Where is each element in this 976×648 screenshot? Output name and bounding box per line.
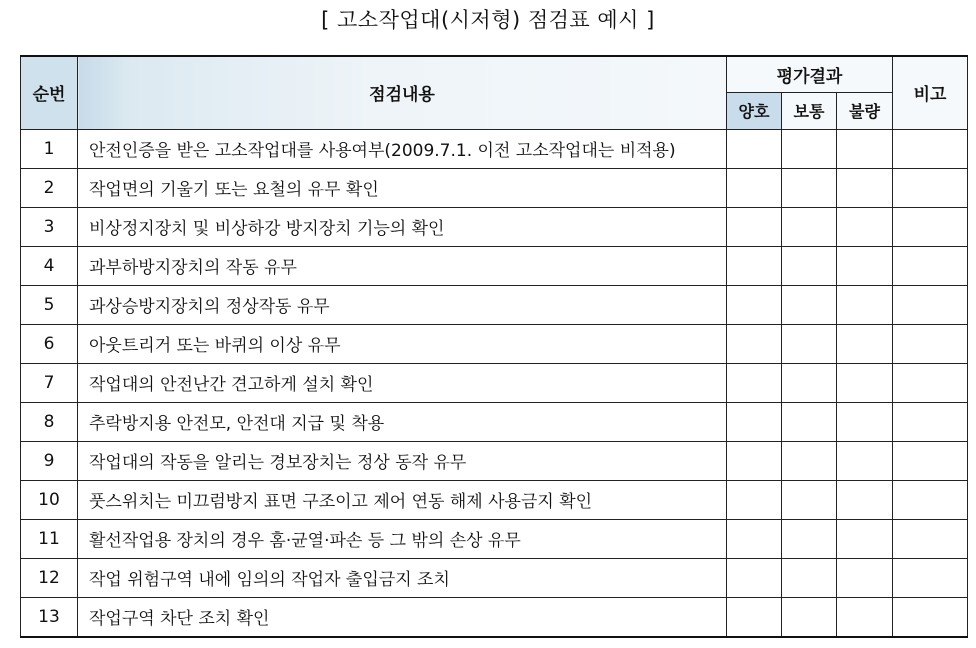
row-number: 9	[21, 441, 78, 480]
bad-checkbox-cell[interactable]	[837, 246, 893, 285]
normal-checkbox-cell[interactable]	[782, 285, 837, 324]
table-row	[21, 207, 968, 246]
row-number: 5	[21, 285, 78, 324]
good-checkbox-cell[interactable]	[727, 207, 782, 246]
table-row	[21, 480, 968, 519]
table-row	[21, 597, 968, 637]
bad-checkbox-cell[interactable]	[837, 402, 893, 441]
normal-checkbox-cell[interactable]	[782, 129, 837, 168]
normal-checkbox-cell[interactable]	[782, 519, 837, 558]
row-check-item: 풋스위치는 미끄럼방지 표면 구조이고 제어 연동 해제 사용금지 확인	[78, 480, 727, 519]
remarks-cell[interactable]	[893, 597, 968, 637]
bad-checkbox-cell[interactable]	[837, 558, 893, 597]
row-check-item: 작업대의 안전난간 견고하게 설치 확인	[78, 363, 727, 402]
row-number: 1	[21, 129, 78, 168]
row-number: 8	[21, 402, 78, 441]
remarks-cell[interactable]	[893, 441, 968, 480]
bad-checkbox-cell[interactable]	[837, 168, 893, 207]
row-check-item: 작업대의 작동을 알리는 경보장치는 정상 동작 유무	[78, 441, 727, 480]
remarks-cell[interactable]	[893, 363, 968, 402]
table-row	[21, 519, 968, 558]
remarks-cell[interactable]	[893, 168, 968, 207]
normal-checkbox-cell[interactable]	[782, 324, 837, 363]
row-number: 7	[21, 363, 78, 402]
good-checkbox-cell[interactable]	[727, 402, 782, 441]
normal-checkbox-cell[interactable]	[782, 597, 837, 637]
good-checkbox-cell[interactable]	[727, 480, 782, 519]
row-check-item: 안전인증을 받은 고소작업대를 사용여부(2009.7.1. 이전 고소작업대는 비적용)	[78, 129, 727, 168]
good-checkbox-cell[interactable]	[727, 558, 782, 597]
header-evaluation: 평가결과	[727, 56, 893, 92]
normal-checkbox-cell[interactable]	[782, 480, 837, 519]
row-number: 4	[21, 246, 78, 285]
remarks-cell[interactable]	[893, 324, 968, 363]
bad-checkbox-cell[interactable]	[837, 285, 893, 324]
header-remarks: 비고	[893, 56, 968, 129]
bad-checkbox-cell[interactable]	[837, 207, 893, 246]
normal-checkbox-cell[interactable]	[782, 402, 837, 441]
table-row	[21, 324, 968, 363]
table-row	[21, 441, 968, 480]
row-check-item: 작업 위험구역 내에 임의의 작업자 출입금지 조치	[78, 558, 727, 597]
table-row	[21, 363, 968, 402]
good-checkbox-cell[interactable]	[727, 441, 782, 480]
bad-checkbox-cell[interactable]	[837, 519, 893, 558]
remarks-cell[interactable]	[893, 519, 968, 558]
row-number: 10	[21, 480, 78, 519]
good-checkbox-cell[interactable]	[727, 324, 782, 363]
remarks-cell[interactable]	[893, 480, 968, 519]
remarks-cell[interactable]	[893, 285, 968, 324]
row-number: 3	[21, 207, 78, 246]
row-check-item: 아웃트리거 또는 바퀴의 이상 유무	[78, 324, 727, 363]
table-row	[21, 246, 968, 285]
normal-checkbox-cell[interactable]	[782, 558, 837, 597]
good-checkbox-cell[interactable]	[727, 168, 782, 207]
good-checkbox-cell[interactable]	[727, 246, 782, 285]
normal-checkbox-cell[interactable]	[782, 207, 837, 246]
good-checkbox-cell[interactable]	[727, 597, 782, 637]
row-check-item: 과부하방지장치의 작동 유무	[78, 246, 727, 285]
row-number: 6	[21, 324, 78, 363]
good-checkbox-cell[interactable]	[727, 129, 782, 168]
row-number: 2	[21, 168, 78, 207]
table-row	[21, 558, 968, 597]
table-row	[21, 168, 968, 207]
row-number: 12	[21, 558, 78, 597]
good-checkbox-cell[interactable]	[727, 519, 782, 558]
normal-checkbox-cell[interactable]	[782, 363, 837, 402]
bad-checkbox-cell[interactable]	[837, 129, 893, 168]
header-content: 점검내용	[78, 56, 727, 129]
document-title: [ 고소작업대(시저형) 점검표 예시 ]	[321, 8, 655, 32]
good-checkbox-cell[interactable]	[727, 285, 782, 324]
remarks-cell[interactable]	[893, 402, 968, 441]
remarks-cell[interactable]	[893, 558, 968, 597]
header-good: 양호	[727, 92, 782, 129]
row-number: 11	[21, 519, 78, 558]
checklist-table	[20, 55, 968, 638]
table-row	[21, 129, 968, 168]
row-check-item: 추락방지용 안전모, 안전대 지급 및 착용	[78, 402, 727, 441]
remarks-cell[interactable]	[893, 129, 968, 168]
remarks-cell[interactable]	[893, 246, 968, 285]
header-bad: 불량	[837, 92, 893, 129]
bad-checkbox-cell[interactable]	[837, 441, 893, 480]
good-checkbox-cell[interactable]	[727, 363, 782, 402]
remarks-cell[interactable]	[893, 207, 968, 246]
bad-checkbox-cell[interactable]	[837, 597, 893, 637]
header-no: 순번	[21, 56, 78, 129]
normal-checkbox-cell[interactable]	[782, 441, 837, 480]
bad-checkbox-cell[interactable]	[837, 324, 893, 363]
table-row	[21, 402, 968, 441]
row-check-item: 작업면의 기울기 또는 요철의 유무 확인	[78, 168, 727, 207]
bad-checkbox-cell[interactable]	[837, 480, 893, 519]
row-check-item: 활선작업용 장치의 경우 홈·균열·파손 등 그 밖의 손상 유무	[78, 519, 727, 558]
row-number: 13	[21, 597, 78, 637]
row-check-item: 작업구역 차단 조치 확인	[78, 597, 727, 637]
bad-checkbox-cell[interactable]	[837, 363, 893, 402]
normal-checkbox-cell[interactable]	[782, 168, 837, 207]
header-normal: 보통	[782, 92, 837, 129]
table-row	[21, 285, 968, 324]
row-check-item: 과상승방지장치의 정상작동 유무	[78, 285, 727, 324]
row-check-item: 비상정지장치 및 비상하강 방지장치 기능의 확인	[78, 207, 727, 246]
normal-checkbox-cell[interactable]	[782, 246, 837, 285]
